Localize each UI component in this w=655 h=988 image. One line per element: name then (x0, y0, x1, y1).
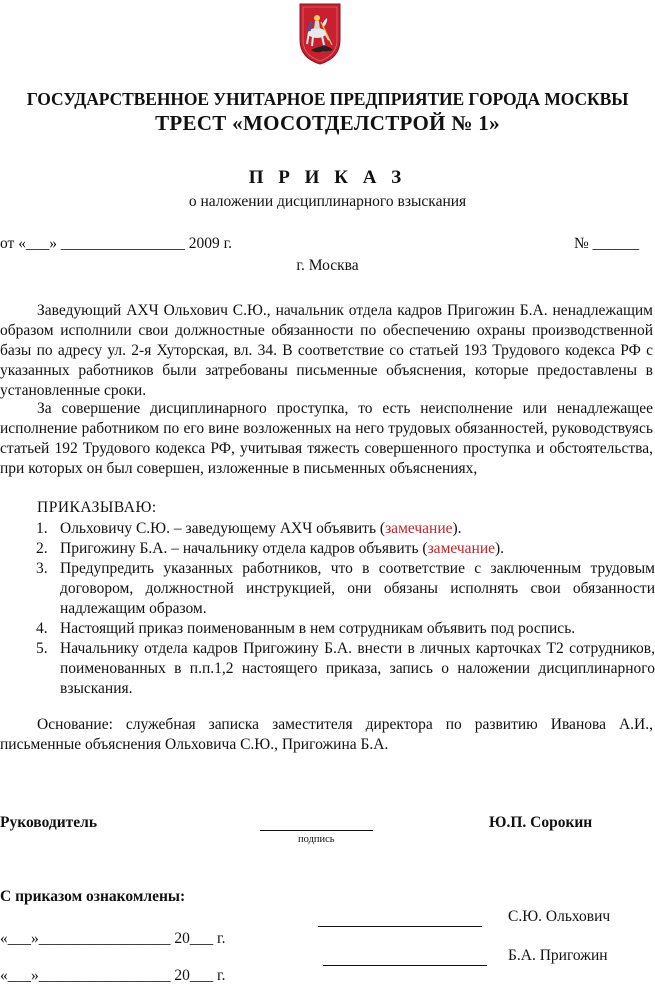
document-date-line: от «___» ________________ 2009 г. (0, 235, 233, 252)
acknowledgement-date-line: «___»_________________ 20___ г. (0, 967, 226, 984)
list-item-text: Ольховичу С.Ю. – заведующему АХЧ объявить (замечание). (60, 520, 462, 537)
list-item (0, 519, 655, 539)
document-subtitle: о наложении дисциплинарного взыскания (188, 193, 467, 210)
order-word: ПРИКАЗЫВАЮ: (37, 499, 157, 516)
acknowledgement-name: Б.А. Пригожин (508, 947, 608, 964)
document-title: П Р И К А З (248, 167, 407, 188)
list-item-text: Предупредить указанных работников, что в соответствие с заключенным трудовым договором, должностной инструкцией, они обязаны исполнять свои обязанности надлежащим образом. (60, 560, 655, 617)
list-item-text: Начальнику отдела кадров Пригожину Б.А. внести в личных карточках Т2 сотрудников, поименованных в п.п.1,2 настоящего приказа, запись о наложении дисциплинарного взыскания. (60, 640, 655, 697)
organization-line-1: ГОСУДАРСТВЕННОЕ УНИТАРНОЕ ПРЕДПРИЯТИЕ ГОРОДА МОСКВЫ (26, 89, 629, 109)
signature-caption: подпись (298, 834, 335, 845)
acknowledgement-date-line: «___»_________________ 20___ г. (0, 930, 226, 947)
acknowledgement-name: С.Ю. Ольхович (508, 908, 611, 925)
basis-paragraph: Основание: служебная записка заместителя директора по развитию Иванова А.И., письменные объяснения Ольховича С.Ю., Пригожина Б.А. (0, 716, 653, 753)
list-item (0, 559, 655, 619)
signature-line (260, 830, 373, 831)
body-paragraph-2: За совершение дисциплинарного проступка, то есть неисполнение или ненадлежащее исполнение работником по его вине возложенных на него трудовых обязанностей, руководствуясь статьей 192 Трудового кодекса РФ, учитывая тяжесть совершенного проступка и обстоятельства, при которых он был совершен, изложенные в письменных объяснениях, (0, 400, 653, 477)
list-item-number: 3. (36, 560, 48, 577)
list-item-text: Пригожину Б.А. – начальнику отдела кадров объявить (замечание). (60, 540, 505, 557)
order-items-list (0, 519, 655, 699)
list-item (0, 539, 655, 559)
list-item (0, 639, 655, 699)
document-number-line: № ______ (574, 235, 640, 252)
acknowledgement-signature-line (318, 926, 482, 927)
list-item-number: 4. (36, 620, 48, 637)
signatory-name: Ю.П. Сорокин (489, 814, 593, 831)
highlighted-penalty: замечание (385, 520, 453, 537)
list-item (0, 619, 655, 639)
list-item-text: Настоящий приказ поименованным в нем сотрудникам объявить под роспись. (60, 620, 576, 637)
document-city: г. Москва (296, 257, 359, 274)
list-item-number: 1. (36, 520, 48, 537)
list-item-number: 5. (36, 640, 48, 657)
moscow-coat-of-arms-icon (297, 0, 343, 66)
acknowledgement-signature-line (323, 965, 487, 966)
body-paragraph-1: Заведующий АХЧ Ольхович С.Ю., начальник отдела кадров Пригожин Б.А. ненадлежащим образом исполнили свои должностные обязанности по обеспечению охраны производственной базы по адресу ул. 2-я Хуторская, вл. 34. В соответствие со статьей 193 Трудового кодекса РФ с указанных работников были затребованы письменные объяснения, которые предоставлены в установленные сроки. (0, 302, 653, 399)
signature-label: Руководитель (0, 814, 98, 831)
organization-line-2: ТРЕСТ «МОСОТДЕЛСТРОЙ № 1» (155, 111, 500, 135)
acknowledgement-label: С приказом ознакомлены: (0, 888, 186, 905)
highlighted-penalty: замечание (427, 540, 496, 557)
list-item-number: 2. (36, 540, 48, 557)
